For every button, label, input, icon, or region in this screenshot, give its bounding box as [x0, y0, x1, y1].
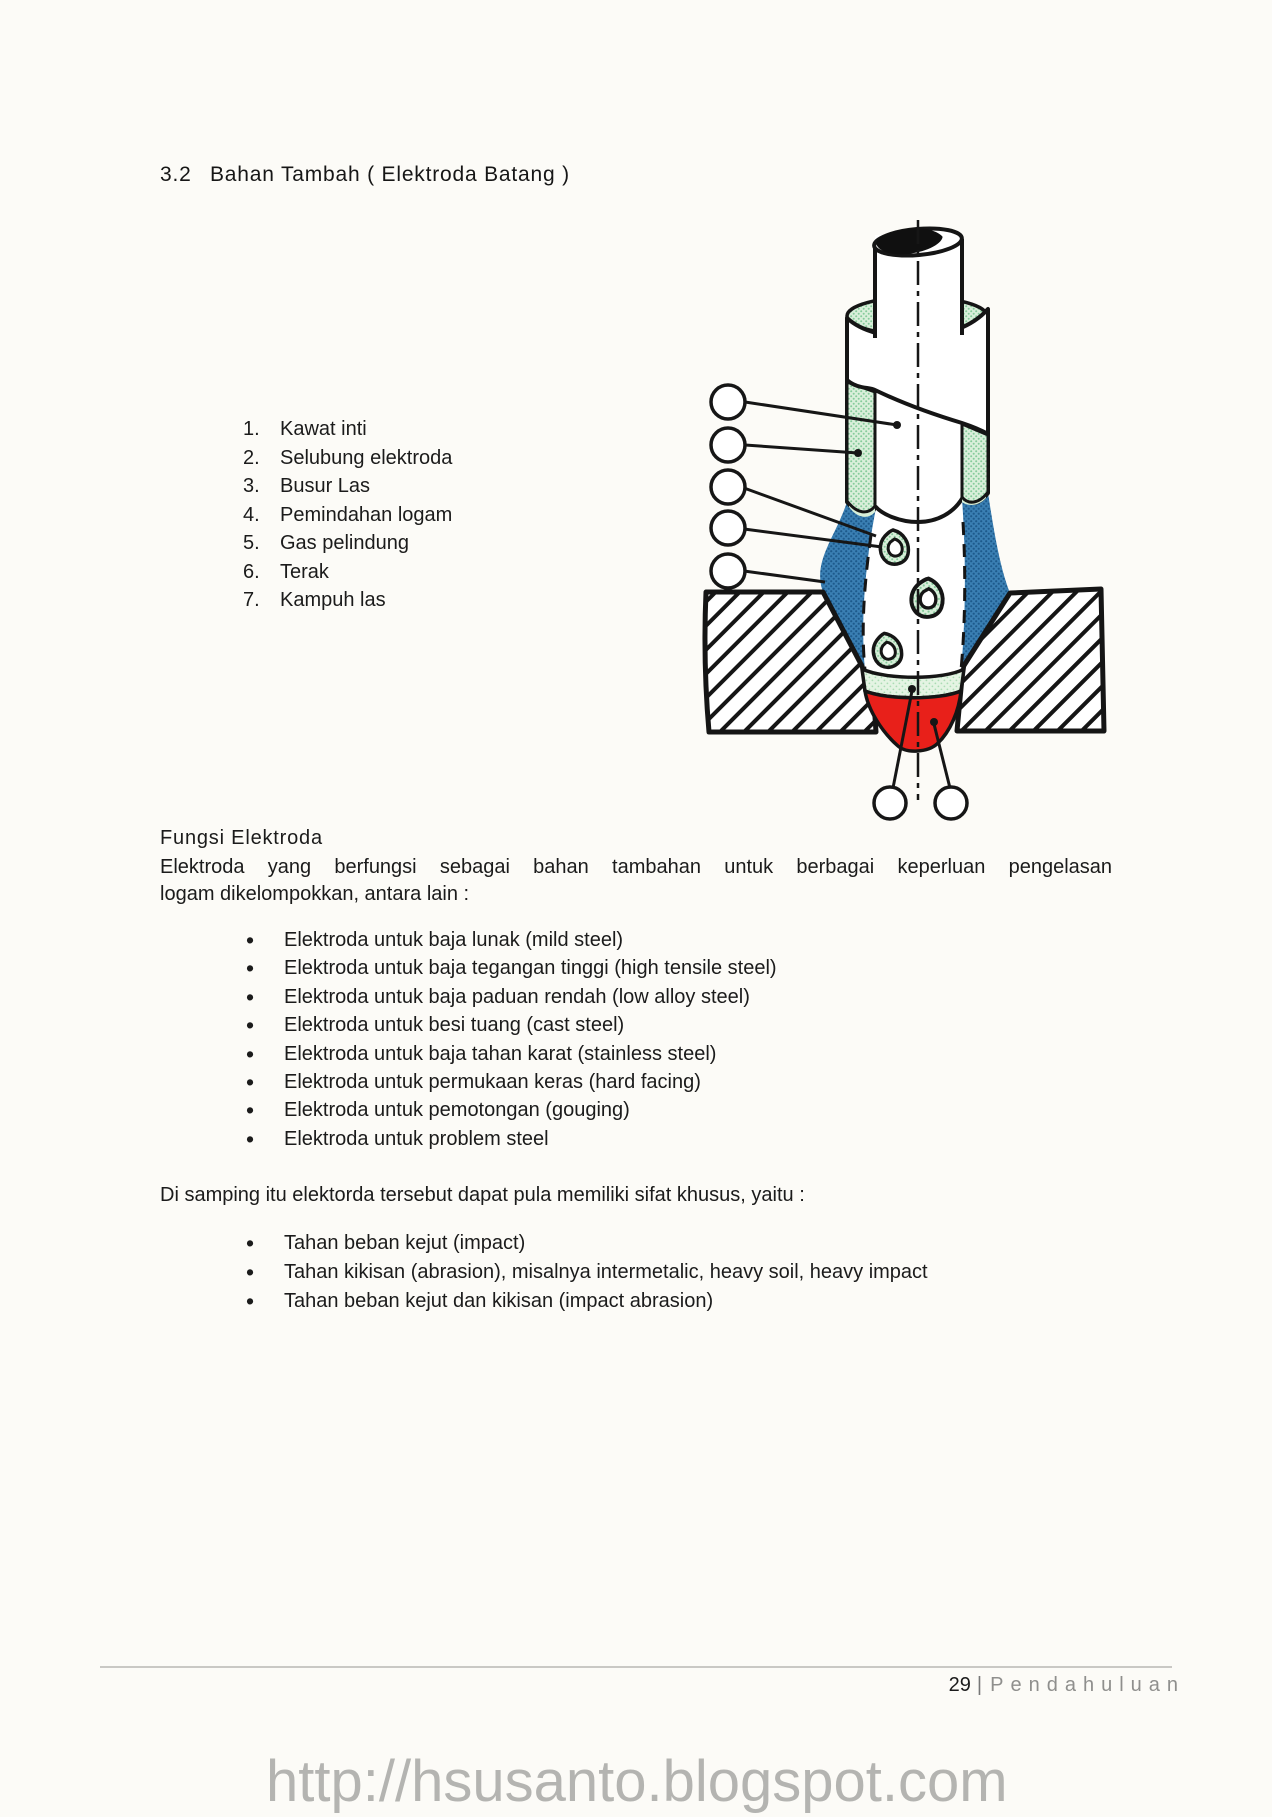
list-item	[246, 954, 777, 982]
list-item-label: Elektroda untuk pemotongan (gouging)	[284, 1099, 630, 1122]
legend-item	[243, 415, 452, 444]
bullet-icon: •	[246, 1230, 255, 1256]
list-item	[246, 1125, 777, 1153]
list-item	[246, 1287, 928, 1316]
fungsi-heading: Fungsi Elektroda	[160, 827, 323, 849]
list-item-label: Elektroda untuk baja tegangan tinggi (high tensile steel)	[284, 957, 777, 980]
page-footer	[949, 1674, 1185, 1697]
bullet-icon: •	[246, 1097, 255, 1124]
legend-item	[243, 529, 452, 558]
bullet-icon: •	[246, 1012, 255, 1039]
legend-item-number: 5.	[243, 532, 260, 554]
list-item	[246, 926, 777, 954]
list-item	[246, 1040, 777, 1068]
page-number: 29	[948, 1674, 971, 1696]
list-item-label: Elektroda untuk besi tuang (cast steel)	[284, 1014, 625, 1037]
callout-circle-4	[711, 511, 745, 545]
coating-section-right	[962, 424, 988, 502]
legend-item	[243, 472, 452, 501]
bullet-icon: •	[246, 1288, 255, 1314]
legend-item-number: 7.	[243, 589, 260, 611]
list-item-label: Elektroda untuk baja tahan karat (stainless steel)	[284, 1042, 717, 1065]
list-item-label: Tahan kikisan (abrasion), misalnya intermetalic, heavy soil, heavy impact	[284, 1261, 928, 1283]
callout-circle-7	[935, 787, 967, 819]
legend-item-number: 1.	[243, 418, 260, 440]
list-item	[246, 1011, 777, 1039]
legend-item-number: 3.	[243, 475, 260, 497]
watermark-url: http://hsusanto.blogspot.com	[266, 1749, 1008, 1814]
list-item-label: Tahan beban kejut dan kikisan (impact abrasion)	[284, 1290, 714, 1312]
legend-item-number: 6.	[243, 560, 260, 583]
list-item	[246, 1068, 777, 1096]
callout-circle-2	[711, 428, 745, 462]
list-item	[246, 1096, 777, 1124]
coating-section-left	[847, 382, 875, 512]
list-item-label: Elektroda untuk permukaan keras (hard facing)	[284, 1071, 701, 1094]
metal-droplet	[880, 530, 908, 564]
bullet-icon: •	[246, 1069, 255, 1096]
legend-item	[243, 444, 452, 473]
legend-item-label: Busur Las	[280, 475, 371, 497]
bullet-icon: •	[246, 1125, 255, 1152]
legend-item	[243, 558, 452, 587]
bullet-icon: •	[246, 1259, 255, 1285]
list-item	[246, 1258, 928, 1287]
legend-item	[243, 501, 452, 530]
bullet-icon: •	[246, 927, 255, 953]
section-title: Bahan Tambah ( Elektroda Batang )	[210, 163, 570, 186]
callout-circle-3	[711, 470, 745, 504]
legend-item-number: 4.	[243, 503, 260, 526]
list-item-label: Elektroda untuk baja paduan rendah (low alloy steel)	[284, 985, 750, 1008]
legend-item-label: Terak	[280, 560, 329, 583]
special-properties-list	[246, 1229, 928, 1316]
list-item-label: Tahan beban kejut (impact)	[284, 1232, 526, 1254]
special-intro: Di samping itu elektorda tersebut dapat pula memiliki sifat khusus, yaitu :	[160, 1184, 805, 1206]
welding-electrode-diagram	[610, 190, 1110, 850]
weld-pool	[865, 691, 961, 751]
legend-item-label: Kawat inti	[280, 418, 367, 440]
footer-section-name: Pendahuluan	[990, 1674, 1185, 1696]
footer-rule	[100, 1666, 1172, 1668]
callout-circle-1	[711, 385, 745, 419]
footer-divider: |	[976, 1674, 983, 1696]
legend-item-label: Kampuh las	[280, 589, 386, 611]
section-heading	[160, 163, 570, 187]
list-item	[246, 983, 777, 1011]
fungsi-intro-line2: logam dikelompokkan, antara lain :	[160, 883, 470, 905]
diagram-legend-list	[243, 415, 452, 615]
fungsi-intro-line1: Elektroda yang berfungsi sebagai bahan tambahan untuk berbagai keperluan pengelasan	[160, 856, 1112, 878]
list-item-label: Elektroda untuk problem steel	[284, 1127, 549, 1150]
bullet-icon: •	[246, 1040, 255, 1067]
legend-item-number: 2.	[243, 446, 260, 469]
bullet-icon: •	[246, 983, 255, 1010]
bullet-icon: •	[246, 955, 255, 982]
legend-item-label: Gas pelindung	[280, 532, 409, 554]
legend-item	[243, 586, 452, 615]
legend-item-label: Selubung elektroda	[280, 446, 453, 469]
list-item-label: Elektroda untuk baja lunak (mild steel)	[284, 929, 624, 951]
electrode-types-list	[246, 926, 777, 1153]
list-item	[246, 1229, 928, 1258]
callout-circle-5	[711, 554, 745, 588]
callout-circle-6	[874, 787, 906, 819]
legend-item-label: Pemindahan logam	[280, 503, 453, 526]
section-number: 3.2	[160, 163, 192, 186]
